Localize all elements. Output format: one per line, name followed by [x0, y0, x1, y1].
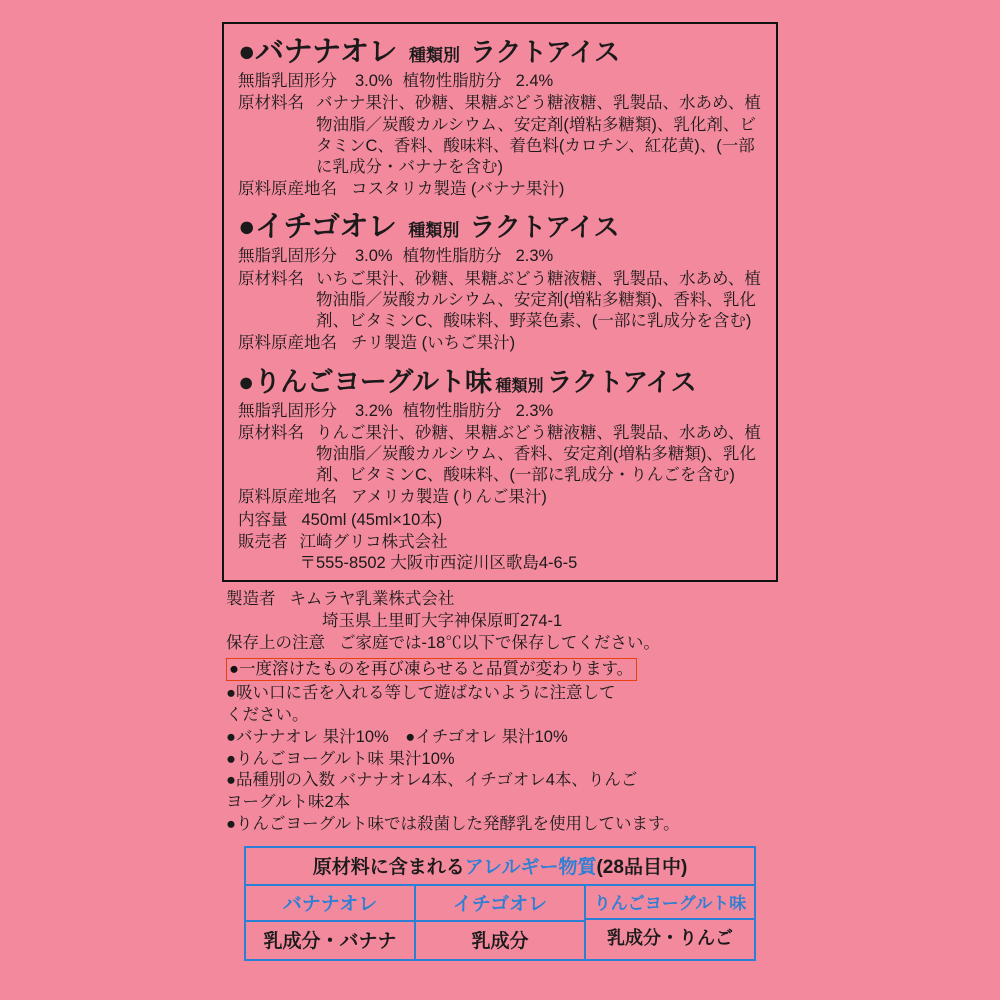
kind-value: ラクトアイス: [469, 212, 619, 243]
note-line: ●りんごヨーグルト味では殺菌した発酵乳を使用しています。: [226, 814, 680, 833]
fat-value: 2.3%: [515, 401, 554, 420]
origin-row: [238, 179, 766, 200]
allergy-title: [246, 848, 754, 886]
origin-value: コスタリカ製造 (バナナ果汁): [351, 179, 565, 198]
note-line: ください。: [226, 706, 309, 725]
fat-label: 植物性脂肪分: [402, 401, 502, 420]
ingredients-value: バナナ果汁、砂糖、果糖ぶどう糖液糖、乳製品、水あめ、植物油脂／炭酸カルシウム、安定剤(増粘多糖類)、乳化剤、ビタミンC、香料、酸味料、着色料(カロチン、紅花黄)、(一部に乳成分・バナナを含む): [316, 94, 761, 176]
note-line: ●バナナオレ 果汁10% ●イチゴオレ 果汁10%: [226, 727, 568, 746]
product-heading: [238, 362, 766, 399]
ingredients-row: [238, 269, 766, 332]
fat-row: [238, 71, 766, 92]
product-name: ●バナナオレ: [238, 36, 397, 68]
divider-space: [238, 355, 766, 362]
origin-label: 原料原産地名: [238, 179, 337, 198]
storage-value: ご家庭では-18℃以下で保存してください。: [339, 633, 660, 652]
product-name: ●りんごヨーグルト味: [238, 366, 492, 397]
kind-label: 種類別: [408, 221, 460, 241]
nonfat-value: 3.2%: [355, 401, 393, 420]
ingredient-panel: [222, 22, 778, 582]
product-name: ●イチゴオレ: [238, 211, 397, 244]
fat-row: [238, 246, 766, 267]
note-line: ●品種別の入数 バナナオレ4本、イチゴオレ4本、りんご: [226, 771, 638, 790]
allergy-column-strawberry: [416, 886, 586, 959]
allergy-column-value: 乳成分: [471, 930, 529, 952]
warning-highlight: ●一度溶けたものを再び凍らせると品質が変わります。: [226, 658, 637, 682]
nonfat-value: 3.0%: [355, 247, 393, 266]
allergy-column-value: 乳成分・りんご: [607, 927, 733, 948]
ingredients-label: 原材料名: [238, 94, 304, 113]
nonfat-label: 無脂乳固形分: [238, 247, 337, 266]
kind-value: ラクトアイス: [546, 366, 697, 397]
allergy-title-prefix: 原材料に含まれる: [312, 856, 465, 878]
storage-label: 保存上の注意: [226, 633, 325, 652]
nonfat-value: 3.0%: [355, 72, 393, 90]
nonfat-label: 無脂乳固形分: [238, 401, 337, 420]
origin-value: チリ製造 (いちご果汁): [351, 334, 516, 353]
origin-row: [238, 333, 766, 354]
fat-label: 植物性脂肪分: [402, 72, 502, 90]
fat-row: [238, 401, 766, 422]
allergy-column-header: りんごヨーグルト味: [586, 886, 754, 920]
product-heading: [238, 32, 766, 69]
manufacturer-row: [226, 589, 778, 611]
divider-space: [238, 200, 766, 207]
allergy-column-header: バナナオレ: [246, 886, 414, 922]
note-line: ヨーグルト味2本: [226, 793, 351, 812]
kind-value: ラクトアイス: [469, 37, 620, 67]
allergy-table: [244, 846, 756, 961]
manufacturer-label: 製造者: [226, 590, 276, 609]
ingredients-label: 原材料名: [238, 423, 304, 442]
note-line: ●りんごヨーグルト味 果汁10%: [226, 749, 455, 768]
ingredients-label: 原材料名: [238, 269, 304, 288]
ingredients-row: [238, 423, 766, 486]
ingredients-value: りんご果汁、砂糖、果糖ぶどう糖液糖、乳製品、水あめ、植物油脂／炭酸カルシウム、香料、安定剤(増粘多糖類)、乳化剤、ビタミンC、酸味料、(一部に乳成分・りんごを含む): [316, 423, 761, 485]
origin-label: 原料原産地名: [238, 334, 337, 353]
origin-row: [238, 487, 766, 508]
origin-label: 原料原産地名: [238, 488, 337, 507]
allergy-column-apple-yogurt: [586, 886, 754, 959]
allergy-column-banana: [246, 886, 416, 959]
ingredients-value: いちご果汁、砂糖、果糖ぶどう糖液糖、乳製品、水あめ、植物油脂／炭酸カルシウム、安定剤(増粘多糖類)、香料、乳化剤、ビタミンC、酸味料、野菜色素、(一部に乳成分を含む): [316, 269, 761, 330]
seller-label: 販売者: [238, 533, 288, 552]
product-block-strawberry: [238, 207, 766, 354]
kind-label: 種類別: [408, 46, 460, 65]
seller-address: 〒555-8502 大阪市西淀川区歌島4-6-5: [299, 554, 578, 573]
product-heading: [238, 207, 766, 244]
product-label: [222, 22, 778, 961]
kind-label: 種類別: [495, 377, 544, 395]
fat-label: 植物性脂肪分: [402, 247, 502, 266]
volume-row: [238, 510, 766, 531]
fat-value: 2.4%: [515, 72, 554, 90]
manufacturer-address: 埼玉県上里町大字神保原町274-1: [322, 612, 563, 631]
seller-name: 江崎グリコ株式会社: [299, 533, 448, 552]
product-block-banana: [238, 32, 766, 200]
allergy-column-value: 乳成分・バナナ: [263, 930, 397, 952]
note-line: ●吸い口に舌を入れる等して遊ばないように注意して: [226, 684, 616, 703]
manufacturer-name: キムラヤ乳業株式会社: [289, 590, 455, 609]
seller-info: [300, 532, 767, 574]
storage-row: [226, 633, 778, 655]
seller-row: [238, 532, 766, 574]
origin-value: アメリカ製造 (りんご果汁): [351, 488, 547, 507]
warning-highlight-wrap: [226, 655, 778, 684]
nonfat-label: 無脂乳固形分: [238, 72, 337, 90]
allergy-columns: [246, 886, 754, 959]
allergy-title-suffix: (28品目中): [596, 856, 688, 878]
allergy-title-accent: アレルギー物質: [464, 856, 597, 878]
fat-value: 2.3%: [515, 247, 554, 266]
product-block-apple-yogurt: [238, 362, 766, 509]
volume-label: 内容量: [238, 510, 288, 529]
volume-value: 450ml (45ml×10本): [301, 510, 443, 529]
lower-notes: [222, 589, 778, 835]
allergy-column-header: イチゴオレ: [416, 886, 584, 922]
ingredients-row: [238, 93, 766, 177]
